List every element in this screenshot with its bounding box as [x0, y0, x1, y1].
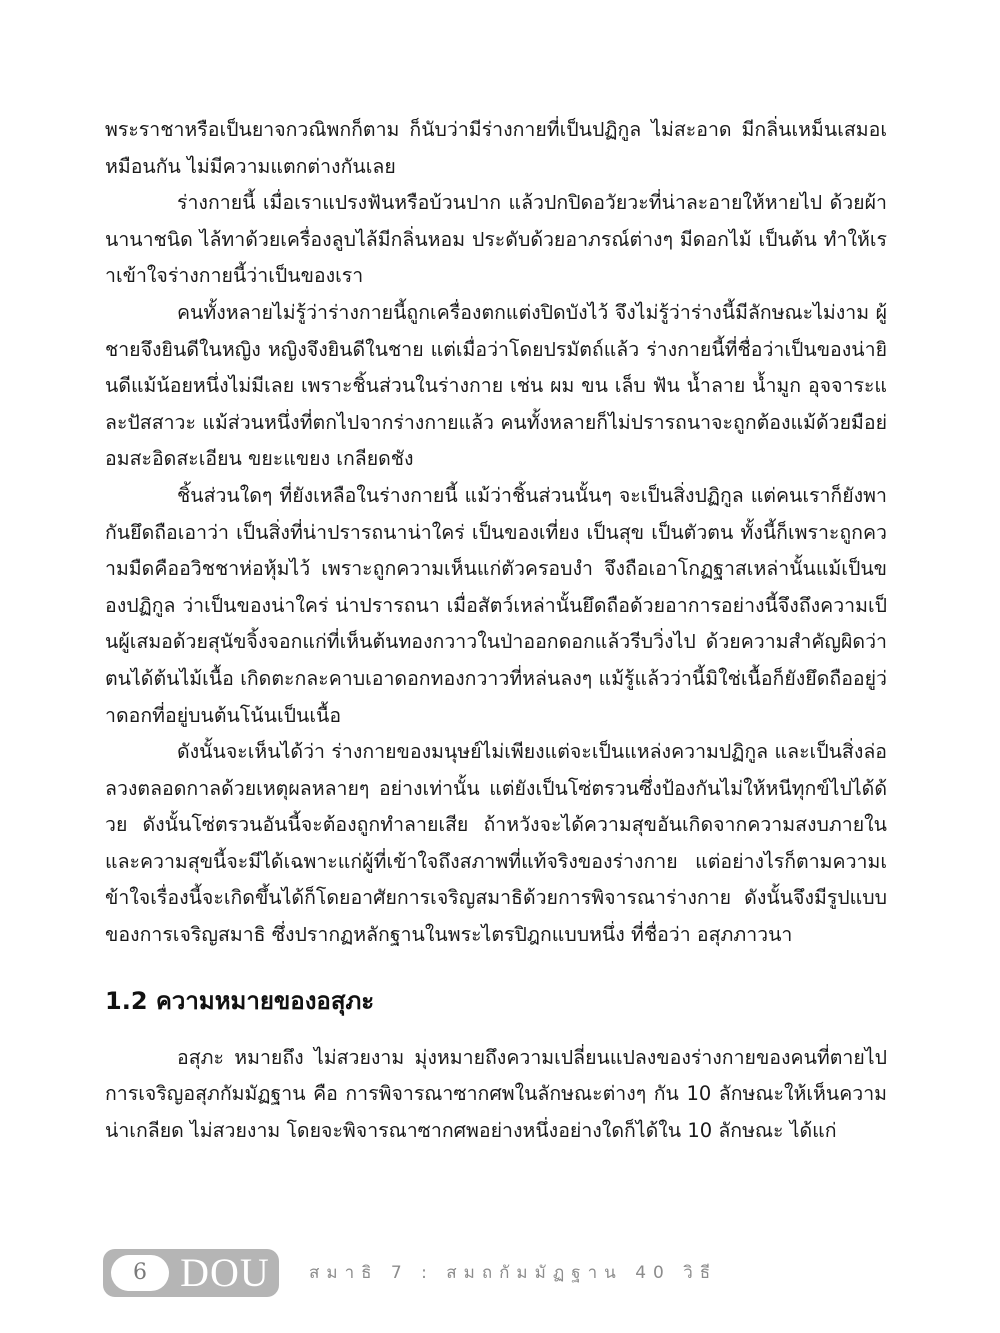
paragraph-body-adornment: ร่างกายนี้ เมื่อเราแปรงฟันหรือบ้วนปาก แล้วปกปิดอวัยวะที่น่าละอายให้หายไป ด้วยผ้านานาชนิด ไล้ทาด้วยเครื่องลูบไล้มีกลิ่นหอม ประดับด้วยอาภรณ์ต่างๆ มีดอกไม้ เป็นต้น ทำให้เราเข้าใจร่างกายนี้ว่าเป็นของเรา — [105, 191, 887, 288]
running-title: สมาธิ 7 : สมถกัมมัฏฐาน 40 วิธี — [309, 1263, 718, 1283]
section-heading: 1.2 ความหมายของอสุภะ — [105, 986, 375, 1015]
page-footer — [103, 1249, 903, 1297]
page-number: 6 — [111, 1255, 169, 1291]
paragraph-definition: อสุภะ หมายถึง ไม่สวยงาม มุ่งหมายถึงความเปลี่ยนแปลงของร่างกายของคนที่ตายไป การเจริญอสุภกัมมัฏฐาน คือ การพิจารณาซากศพในลักษณะต่างๆ กัน 10 ลักษณะให้เห็นความน่าเกลียด ไม่สวยงาม โดยจะพิจารณาซากศพอย่างหนึ่งอย่างใดก็ได้ใน 10 ลักษณะ ได้แก่ — [105, 1045, 887, 1142]
paragraph-body-not-beautiful: คนทั้งหลายไม่รู้ว่าร่างกายนี้ถูกเครื่องตกแต่งปิดบังไว้ จึงไม่รู้ว่าร่างนี้มีลักษณะไม่งาม ผู้ชายจึงยินดีในหญิง หญิงจึงยินดีในชาย แต่เมื่อว่าโดยปรมัตถ์แล้ว ร่างกายนี้ที่ชื่อว่าเป็นของน่ายินดีแม้น้อยหนึ่งไม่มีเลย เพราะชิ้นส่วนในร่างกาย เช่น ผม ขน เล็บ ฟัน น้ำลาย น้ำมูก อุจจาระและปัสสาวะ แม้ส่วนหนึ่งที่ตกไปจากร่างกายแล้ว คนทั้งหลายก็ไม่ปรารถนาจะถูกต้องแม้ด้วยมือย่อมสะอิดสะเอียน ขยะแขยง เกลียดชัง — [105, 300, 887, 471]
dou-badge — [103, 1249, 279, 1297]
paragraph-attachment: ชิ้นส่วนใดๆ ที่ยังเหลือในร่างกายนี้ แม้ว่าชิ้นส่วนนั้นๆ จะเป็นสิ่งปฏิกูล แต่คนเราก็ยังพากันยึดถือเอาว่า เป็นสิ่งที่น่าปรารถนาน่าใคร่ เป็นของเที่ยง เป็นสุข เป็นตัวตน ทั้งนี้ก็เพราะถูกความมืดคืออวิชชาห่อหุ้มไว้ เพราะถูกความเห็นแก่ตัวครอบงำ จึงถือเอาโกฏฐาสเหล่านั้นแม้เป็นของปฏิกูล ว่าเป็นของน่าใคร่ น่าปรารถนา เมื่อสัตว์เหล่านั้นยึดถือด้วยอาการอย่างนี้จึงถึงความเป็นผู้เสมอด้วยสุนัขจิ้งจอกแก่ที่เห็นต้นทองกวาวในป่าออกดอกแล้วรีบวิ่งไป ด้วยความสำคัญผิดว่า ตนได้ต้นไม้เนื้อ เกิดตะกละคาบเอาดอกทองกวาวที่หล่นลงๆ แม้รู้แล้วว่านี้มิใช่เนื้อก็ยังยึดถืออยู่ว่าดอกที่อยู่บนต้นโน้นเป็นเนื้อ — [105, 483, 887, 727]
page-content — [105, 112, 887, 1149]
paragraph-continuation: พระราชาหรือเป็นยาจกวณิพกก็ตาม ก็นับว่ามีร่างกายที่เป็นปฏิกูล ไม่สะอาด มีกลิ่นเหม็นเสมอเหมือนกัน ไม่มีความแตกต่างกันเลย — [105, 118, 887, 178]
brand-logo: DOU — [180, 1250, 270, 1295]
paragraph-conclusion: ดังนั้นจะเห็นได้ว่า ร่างกายของมนุษย์ไม่เพียงแต่จะเป็นแหล่งความปฏิกูล และเป็นสิ่งล่อลวงตลอดกาลด้วยเหตุผลหลายๆ อย่างเท่านั้น แต่ยังเป็นโซ่ตรวนซึ่งป้องกันไม่ให้หนีทุกข์ไปได้ด้วย ดังนั้นโซ่ตรวนอันนี้จะต้องถูกทำลายเสีย ถ้าหวังจะได้ความสุขอันเกิดจากความสงบภายใน และความสุขนี้จะมีได้เฉพาะแก่ผู้ที่เข้าใจถึงสภาพที่แท้จริงของร่างกาย แต่อย่างไรก็ตามความเข้าใจเรื่องนี้จะเกิดขึ้นได้ก็โดยอาศัยการเจริญสมาธิด้วยการพิจารณาร่างกาย ดังนั้นจึงมีรูปแบบของการเจริญสมาธิ ซึ่งปรากฏหลักฐานในพระไตรปิฎกแบบหนึ่ง ที่ชื่อว่า อสุภภาวนา — [105, 740, 887, 947]
